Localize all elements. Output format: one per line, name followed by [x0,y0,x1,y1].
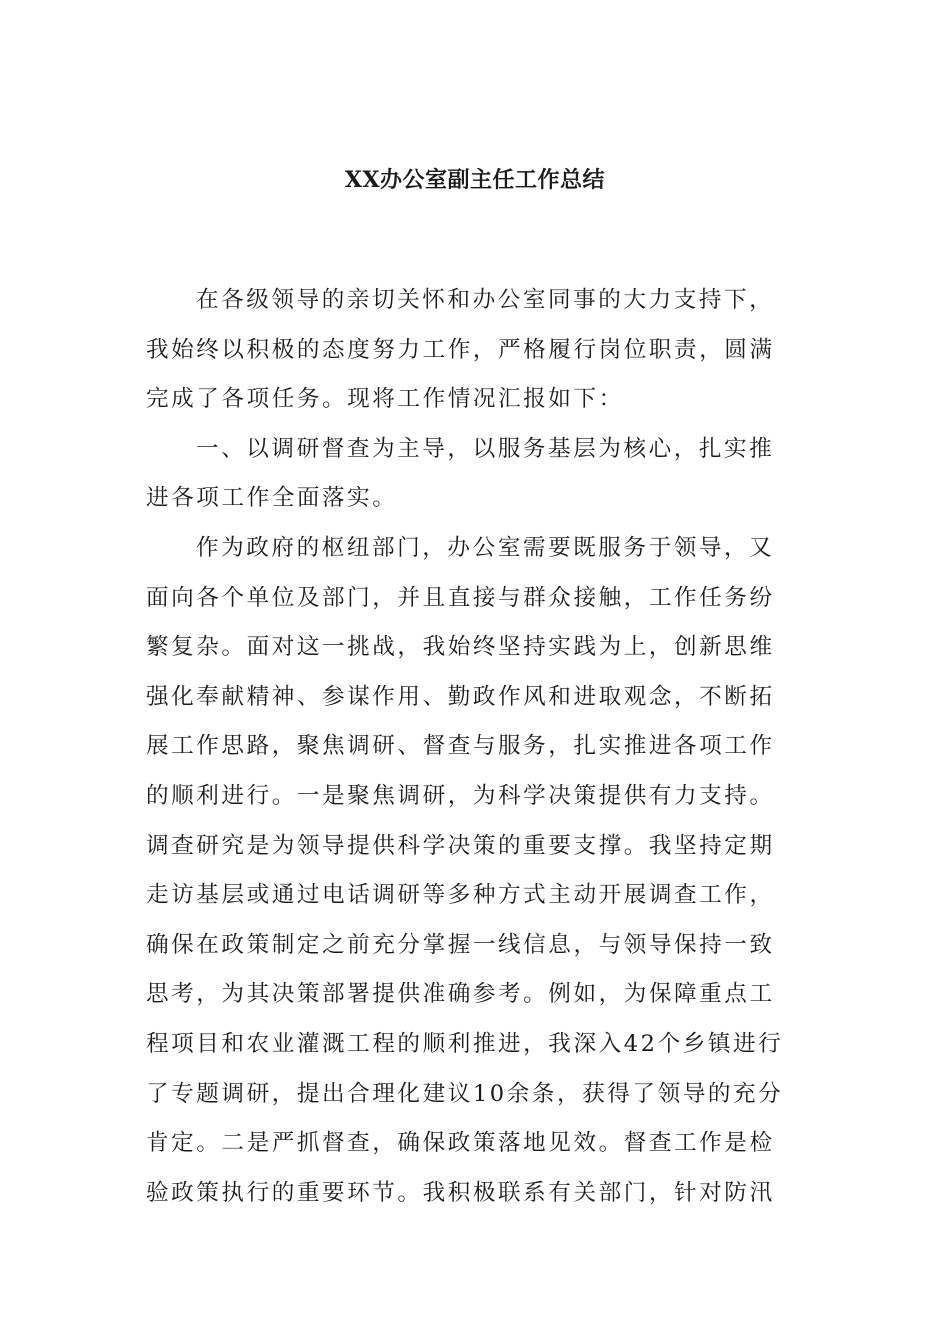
paragraph-line: 程项目和农业灌溉工程的顺利推进，我深入42个乡镇进行 [146,1030,784,1057]
paragraph-line: 作为政府的枢纽部门，办公室需要既服务于领导，又 [196,534,775,561]
paragraph-line: 调查研究是为领导提供科学决策的重要支撑。我坚持定期 [146,832,775,859]
section-heading-line: 进各项工作全面落实。 [146,485,398,512]
paragraph-line: 在各级领导的亲切关怀和办公室同事的大力支持下， [196,287,775,313]
paragraph-line: 强化奉献精神、参谋作用、勤政作风和进取观念，不断拓 [146,683,775,710]
paragraph-line: 我始终以积极的态度努力工作，严格履行岗位职责，圆满 [146,336,775,363]
paragraph-line: 了专题调研，提出合理化建议10余条，获得了领导的充分 [146,1080,784,1107]
paragraph-line: 走访基层或通过电话调研等多种方式主动开展调查工作， [146,882,775,909]
document-body [146,276,806,1218]
document-title: XX办公室副主任工作总结 [344,167,606,193]
paragraph-line: 验政策执行的重要环节。我积极联系有关部门，针对防汛 [146,1179,775,1206]
section-heading-line: 一、以调研督查为主导，以服务基层为核心，扎实推 [196,435,775,462]
paragraph-line: 繁复杂。面对这一挑战，我始终坚持实践为上，创新思维 [146,634,775,661]
paragraph-line: 思考，为其决策部署提供准确参考。例如，为保障重点工 [146,981,775,1008]
paragraph-line: 展工作思路，聚焦调研、督查与服务，扎实推进各项工作 [146,733,775,760]
paragraph-line: 面向各个单位及部门，并且直接与群众接触，工作任务纷 [146,584,775,611]
paragraph-line: 的顺利进行。一是聚焦调研，为科学决策提供有力支持。 [146,782,775,809]
paragraph-line: 肯定。二是严抓督查，确保政策落地见效。督查工作是检 [146,1130,775,1157]
paragraph-line: 确保在政策制定之前充分掌握一线信息，与领导保持一致 [146,931,775,958]
paragraph-line: 完成了各项任务。现将工作情况汇报如下： [146,386,624,413]
